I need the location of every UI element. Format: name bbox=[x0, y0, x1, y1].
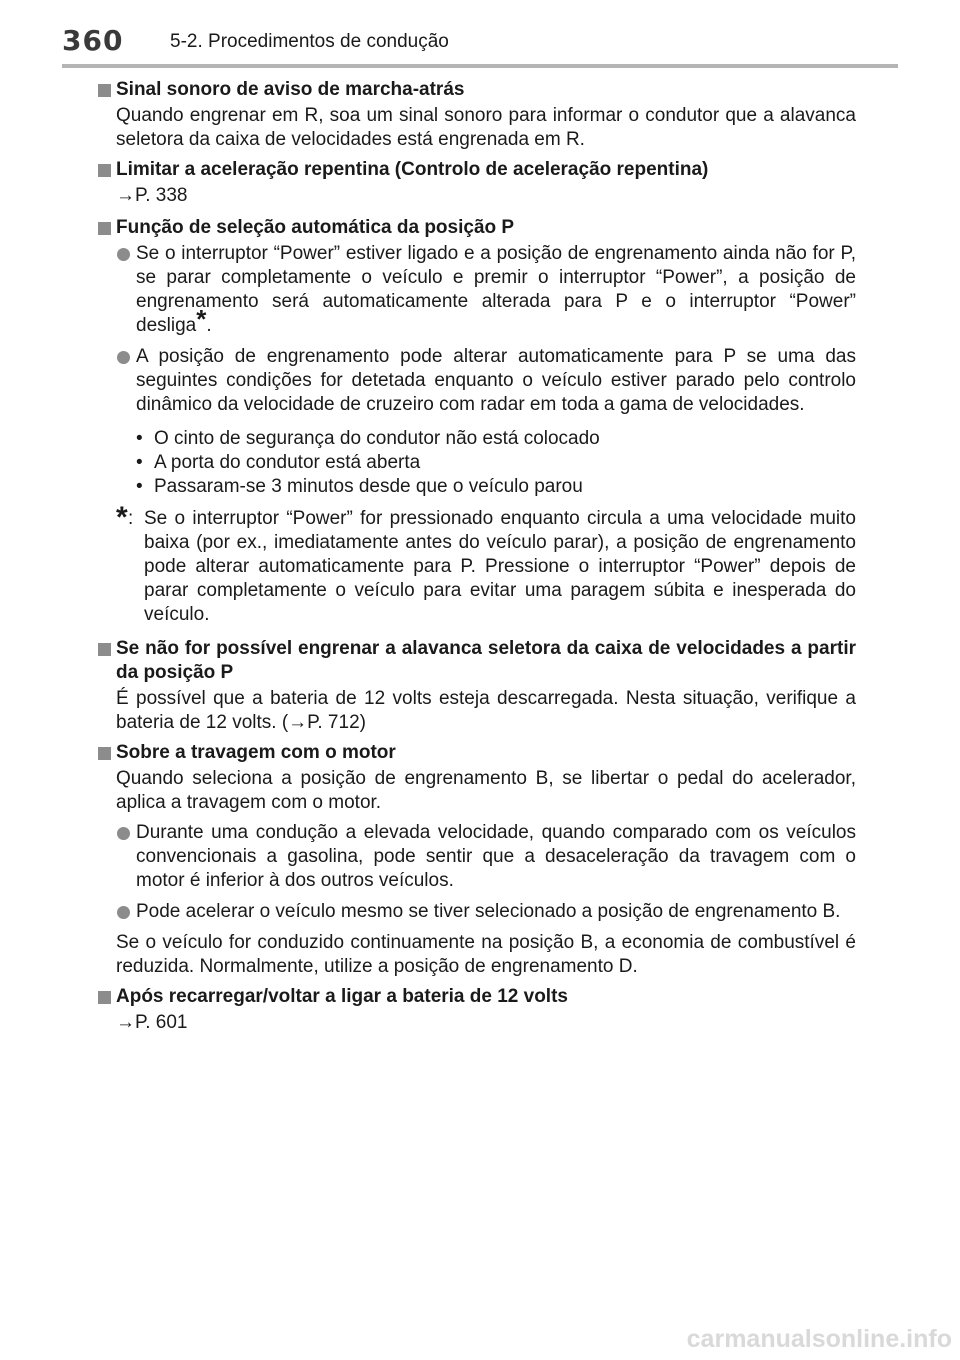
footnote-asterisk: * bbox=[116, 501, 128, 534]
footnote: * : Se o interruptor “Power” for pressionado enquanto circula a uma velocidade muito baixa (por ex., imediatamente antes do veículo parar), a posição de engrenamento pode alterar automaticamente para P. Pressione o interruptor “Power” depois de parar completamente o veículo para evitar uma paragem súbita e inesperada do veículo. bbox=[116, 501, 856, 625]
section-reverse-warning bbox=[96, 78, 856, 152]
square-bullet-icon bbox=[98, 747, 111, 760]
section-heading: Limitar a aceleração repentina (Controlo de aceleração repentina) bbox=[96, 158, 856, 182]
circle-bullet-icon bbox=[117, 248, 130, 261]
section-heading: Função de seleção automática da posição P bbox=[96, 216, 856, 240]
chapter-title: 5-2. Procedimentos de condução bbox=[170, 31, 449, 52]
footnote-asterisk: * bbox=[196, 304, 207, 334]
circle-bullet-icon bbox=[117, 827, 130, 840]
watermark: carmanualsonline.info bbox=[686, 1325, 952, 1353]
square-bullet-icon bbox=[98, 991, 111, 1004]
page-header bbox=[0, 0, 960, 68]
page-reference-link[interactable]: →P. 338 bbox=[116, 185, 188, 206]
section-shift-lever-issue bbox=[96, 637, 856, 735]
square-bullet-icon bbox=[98, 643, 111, 656]
circle-bullet-icon bbox=[117, 906, 130, 919]
conditions-list bbox=[136, 427, 856, 499]
section-paragraph: Quando engrenar em R, soa um sinal sonoro para informar o condutor que a alavanca seletora da caixa de velocidades está engrenada em R. bbox=[116, 105, 856, 150]
section-engine-braking bbox=[96, 741, 856, 979]
header-rule bbox=[62, 64, 898, 68]
section-heading: Sinal sonoro de aviso de marcha-atrás bbox=[96, 78, 856, 102]
circle-bullet-icon bbox=[117, 351, 130, 364]
section-heading: Sobre a travagem com o motor bbox=[96, 741, 856, 765]
list-item: Se o interruptor “Power” estiver ligado e a posição de engrenamento ainda não for P, se parar completamente o veículo e premir o interruptor “Power”, a posição de engrenamento será automaticamente alterada para P e o interruptor “Power” desliga*. bbox=[116, 242, 856, 338]
list-item: • O cinto de segurança do condutor não está colocado bbox=[136, 427, 856, 451]
page-number: 360 bbox=[62, 24, 124, 57]
list-item: Durante uma condução a elevada velocidade, quando comparado com os veículos convencionais a gasolina, pode sentir que a desaceleração da travagem com o motor é inferior à dos outros veículos. bbox=[116, 821, 856, 893]
square-bullet-icon bbox=[98, 222, 111, 235]
page-content bbox=[96, 78, 856, 1043]
list-item: Pode acelerar o veículo mesmo se tiver selecionado a posição de engrenamento B. bbox=[116, 900, 856, 924]
square-bullet-icon bbox=[98, 84, 111, 97]
page-reference-link[interactable]: →P. 601 bbox=[116, 1012, 188, 1033]
square-bullet-icon bbox=[98, 164, 111, 177]
section-auto-p-selection bbox=[96, 216, 856, 627]
list-item: A posição de engrenamento pode alterar automaticamente para P se uma das seguintes condições for detetada enquanto o veículo estiver parado pelo controlo dinâmico da velocidade de cruzeiro com radar em toda a gama de velocidades. bbox=[116, 345, 856, 417]
section-battery-reconnect bbox=[96, 985, 856, 1035]
section-heading: Após recarregar/voltar a ligar a bateria de 12 volts bbox=[96, 985, 856, 1009]
section-paragraph: Quando seleciona a posição de engrenamento B, se libertar o pedal do acelerador, aplica a travagem com o motor. bbox=[116, 768, 856, 813]
section-sudden-acceleration bbox=[96, 158, 856, 208]
list-item: • A porta do condutor está aberta bbox=[136, 451, 856, 475]
section-paragraph: Se o veículo for conduzido continuamente na posição B, a economia de combustível é reduzida. Normalmente, utilize a posição de engrenamento D. bbox=[116, 932, 856, 977]
section-heading: Se não for possível engrenar a alavanca seletora da caixa de velocidades a partir da posição P bbox=[96, 637, 856, 685]
list-item: • Passaram-se 3 minutos desde que o veículo parou bbox=[136, 475, 856, 499]
section-paragraph: É possível que a bateria de 12 volts esteja descarregada. Nesta situação, verifique a bateria de 12 volts. (→P. 712) bbox=[116, 688, 856, 733]
